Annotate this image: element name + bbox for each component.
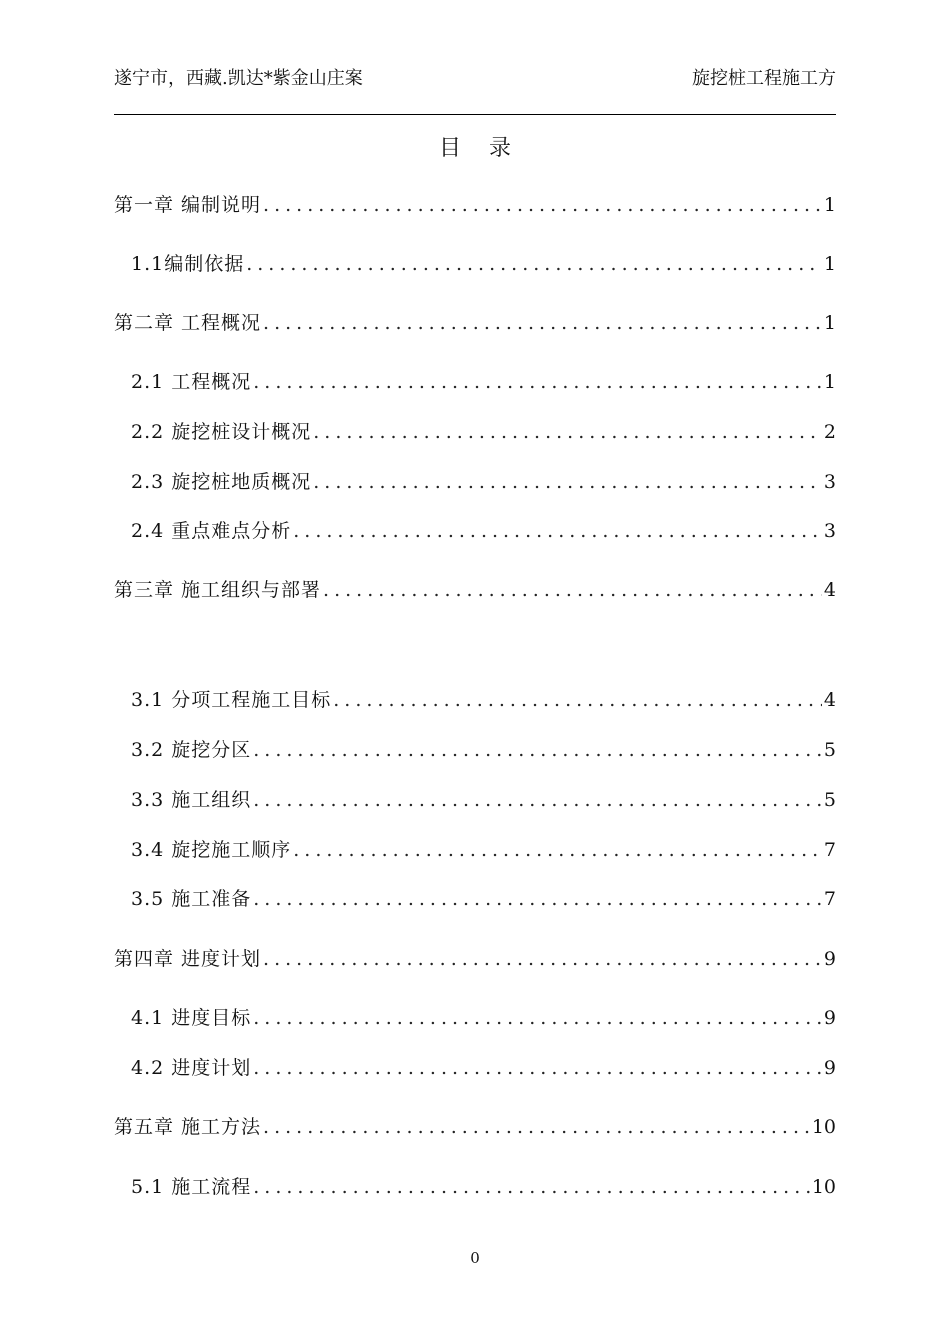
toc-entry-chapter-1[interactable]: [114, 190, 836, 220]
toc-entry-4-2[interactable]: [131, 1053, 836, 1083]
toc-entry-label: 第五章 施工方法: [114, 1116, 262, 1138]
toc-entry-2-4[interactable]: [131, 516, 836, 546]
toc-leader-dots: [333, 685, 822, 715]
toc-entry-label: 3.3 施工组织: [131, 789, 252, 811]
toc-entry-page: 3: [823, 471, 836, 493]
toc-entry-3-2[interactable]: [131, 735, 836, 765]
toc-leader-dots: [253, 367, 822, 397]
toc-entry-page: 4: [823, 689, 836, 711]
toc-entry-label: 1.1编制依据: [131, 253, 245, 275]
toc-entry-page: 9: [823, 1007, 836, 1029]
toc-leader-dots: [253, 785, 822, 815]
toc-leader-dots: [313, 417, 822, 447]
toc-entry-5-1[interactable]: [131, 1172, 836, 1202]
toc-leader-dots: [293, 835, 822, 865]
toc-entry-chapter-4[interactable]: [114, 944, 836, 974]
toc-entry-label: 4.2 进度计划: [131, 1057, 252, 1079]
toc-leader-dots: [253, 884, 822, 914]
toc-entry-page: 1: [823, 194, 836, 216]
toc-entry-label: 第四章 进度计划: [114, 948, 262, 970]
toc-leader-dots: [263, 190, 822, 220]
toc-entry-3-5[interactable]: [131, 884, 836, 914]
toc-leader-dots: [323, 575, 822, 605]
toc-entry-4-1[interactable]: [131, 1003, 836, 1033]
toc-entry-label: 第三章 施工组织与部署: [114, 579, 322, 601]
toc-entry-page: 10: [811, 1176, 836, 1198]
toc-entry-label: 第一章 编制说明: [114, 194, 262, 216]
toc-leader-dots: [253, 1053, 822, 1083]
toc-entry-3-4[interactable]: [131, 835, 836, 865]
toc-entry-label: 2.1 工程概况: [131, 371, 252, 393]
toc-entry-page: 7: [823, 839, 836, 861]
toc-entry-label: 第二章 工程概况: [114, 312, 262, 334]
toc-entry-label: 3.1 分项工程施工目标: [131, 689, 332, 711]
toc-entry-2-2[interactable]: [131, 417, 836, 447]
toc-leader-dots: [253, 1172, 810, 1202]
toc-entry-2-3[interactable]: [131, 467, 836, 497]
toc-entry-page: 1: [823, 253, 836, 275]
toc-entry-page: 1: [823, 312, 836, 334]
toc-entry-page: 9: [823, 1057, 836, 1079]
toc-entry-page: 5: [823, 739, 836, 761]
toc-leader-dots: [263, 944, 822, 974]
toc-entry-label: 2.3 旋挖桩地质概况: [131, 471, 312, 493]
toc-entry-3-3[interactable]: [131, 785, 836, 815]
toc-leader-dots: [293, 516, 822, 546]
toc-entry-chapter-5[interactable]: [114, 1112, 836, 1142]
page-number: 0: [470, 1249, 480, 1267]
toc-leader-dots: [263, 1112, 810, 1142]
toc-entry-2-1[interactable]: [131, 367, 836, 397]
toc-entry-label: 3.5 施工准备: [131, 888, 252, 910]
toc-leader-dots: [253, 735, 822, 765]
toc-leader-dots: [246, 249, 822, 279]
toc-entry-label: 3.4 旋挖施工顺序: [131, 839, 292, 861]
toc-entry-page: 7: [823, 888, 836, 910]
toc-entry-label: 2.4 重点难点分析: [131, 520, 292, 542]
toc-title: 目录: [438, 136, 539, 161]
toc-entry-chapter-2[interactable]: [114, 308, 836, 338]
toc-entry-page: 3: [823, 520, 836, 542]
toc-entry-3-1[interactable]: [131, 685, 836, 715]
page-header: [114, 68, 836, 115]
header-document-title: 旋挖桩工程施工方: [692, 68, 836, 89]
toc-entry-chapter-3[interactable]: [114, 575, 836, 605]
toc-entry-page: 1: [823, 371, 836, 393]
toc-entry-label: 2.2 旋挖桩设计概况: [131, 421, 312, 443]
toc-entry-label: 4.1 进度目标: [131, 1007, 252, 1029]
toc-entry-label: 3.2 旋挖分区: [131, 739, 252, 761]
toc-leader-dots: [263, 308, 822, 338]
toc-entry-page: 9: [823, 948, 836, 970]
toc-leader-dots: [253, 1003, 822, 1033]
toc-leader-dots: [313, 467, 822, 497]
toc-entry-1-1[interactable]: [131, 249, 836, 279]
header-project-name: 遂宁市，西藏.凯达*紫金山庄案: [114, 68, 363, 89]
toc-entry-page: 10: [811, 1116, 836, 1138]
toc-entry-label: 5.1 施工流程: [131, 1176, 252, 1198]
toc-entry-page: 2: [823, 421, 836, 443]
toc-entry-page: 4: [823, 579, 836, 601]
toc-entry-page: 5: [823, 789, 836, 811]
